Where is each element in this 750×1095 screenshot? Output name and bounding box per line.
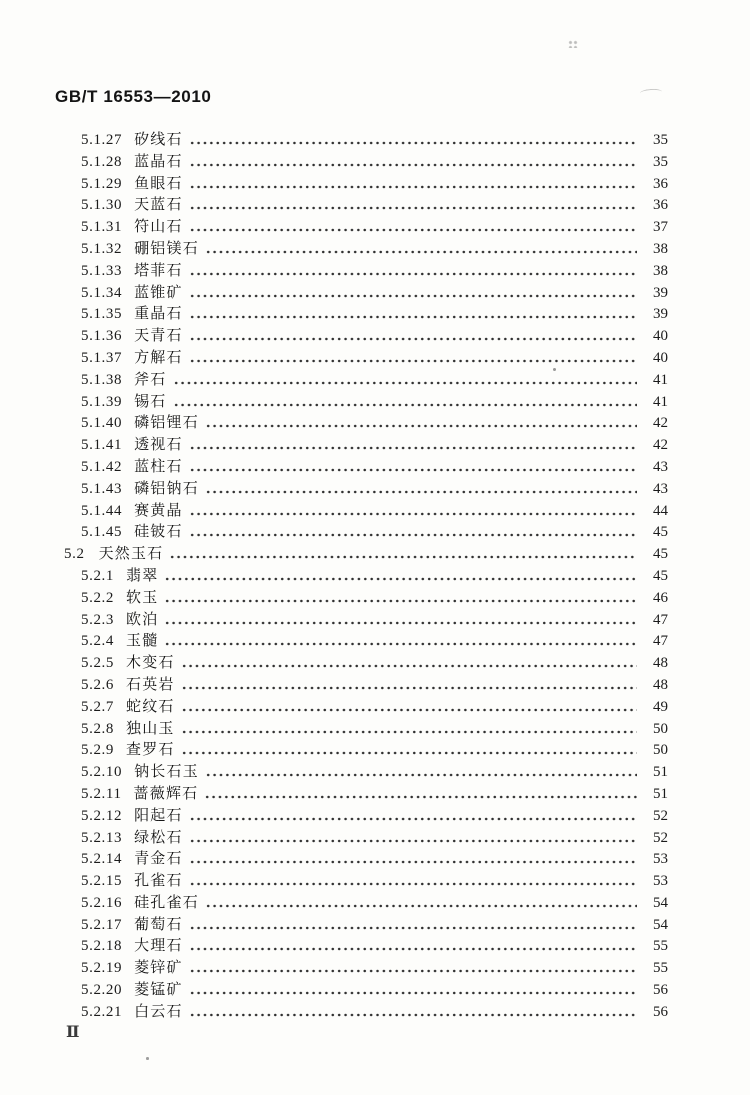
toc-entry-title: 玉髓	[126, 633, 159, 650]
toc-entry-number: 5.2.11	[81, 785, 122, 802]
dot-leader	[189, 217, 637, 239]
toc-entry-title: 矽线石	[134, 132, 183, 148]
toc-entry	[0, 174, 750, 196]
toc-entry-title: 菱锌矿	[134, 960, 183, 977]
toc-entry-title: 绿松石	[134, 829, 183, 846]
toc-entry-page: 40	[653, 328, 668, 345]
toc-entry-number: 5.1.30	[81, 197, 123, 214]
toc-entry-title: 符山石	[134, 219, 183, 236]
toc-entry	[0, 239, 750, 261]
toc-entry	[0, 370, 750, 392]
dot-leader	[169, 544, 637, 566]
dot-leader	[181, 719, 637, 741]
toc-entry-title: 塔菲石	[134, 262, 183, 279]
dot-leader	[189, 174, 637, 196]
toc-entry-title: 透视石	[134, 437, 183, 454]
toc-entry-page: 43	[653, 458, 668, 475]
toc-entry-page: 42	[653, 437, 668, 454]
toc-entry-title: 蛇纹石	[126, 698, 175, 715]
toc-entry	[0, 588, 750, 610]
toc-entry-title: 方解石	[134, 349, 183, 366]
dot-leader	[189, 261, 637, 283]
dot-leader	[189, 958, 637, 980]
toc-entry	[0, 413, 750, 435]
toc-entry-title: 独山玉	[126, 720, 175, 737]
toc-entry-title: 天然玉石	[98, 546, 164, 563]
toc-entry-title: 赛黄晶	[134, 502, 183, 519]
dot-leader	[205, 239, 637, 261]
toc-entry	[0, 828, 750, 850]
dot-leader	[189, 283, 637, 305]
toc-entry-page: 52	[653, 807, 668, 824]
toc-entry-page: 45	[653, 567, 668, 584]
dot-leader	[205, 893, 637, 915]
toc-entry-title: 天青石	[134, 328, 183, 345]
toc-entry-number: 5.1.27	[81, 132, 123, 148]
dot-leader	[189, 195, 637, 217]
toc-entry	[0, 871, 750, 893]
toc-entry-page: 42	[653, 415, 668, 432]
scan-artifact	[568, 40, 578, 48]
toc-entry-title: 磷铝锂石	[134, 415, 199, 432]
toc-entry	[0, 348, 750, 370]
toc-entry-number: 5.1.33	[81, 262, 123, 279]
toc-entry	[0, 392, 750, 414]
toc-entry	[0, 479, 750, 501]
toc-entry-number: 5.1.39	[81, 393, 123, 410]
toc-entry	[0, 915, 750, 937]
toc-entry	[0, 457, 750, 479]
toc-entry	[0, 217, 750, 239]
toc-entry	[0, 784, 750, 806]
toc-entry-number: 5.2.14	[81, 851, 123, 868]
toc-entry-title: 菱锰矿	[134, 982, 183, 999]
toc-entry	[0, 1002, 750, 1024]
toc-entry-title: 大理石	[134, 938, 183, 955]
scan-artifact	[146, 1057, 149, 1060]
toc-entry-page: 50	[653, 720, 668, 737]
dot-leader	[189, 980, 637, 1002]
toc-entry-page: 45	[653, 524, 668, 541]
footer-page-number: Ⅱ	[66, 1024, 81, 1041]
dot-leader	[173, 392, 637, 414]
toc-entry	[0, 653, 750, 675]
toc-entry-number: 5.1.41	[81, 437, 123, 454]
dot-leader	[189, 849, 637, 871]
toc-entry-number: 5.1.29	[81, 175, 123, 192]
dot-leader	[189, 152, 637, 174]
dot-leader	[189, 915, 637, 937]
dot-leader	[189, 348, 637, 370]
toc-entry	[0, 501, 750, 523]
toc-entry-page: 40	[653, 349, 668, 366]
toc-entry	[0, 544, 750, 566]
toc-entry-page: 37	[653, 219, 668, 236]
toc-entry-title: 葡萄石	[134, 916, 183, 933]
toc-entry-number: 5.2.3	[81, 611, 114, 628]
dot-leader	[189, 806, 637, 828]
toc-entry-number: 5.2.16	[81, 894, 123, 911]
toc-entry	[0, 130, 750, 152]
dot-leader	[189, 828, 637, 850]
toc-entry	[0, 893, 750, 915]
dot-leader	[189, 936, 637, 958]
scan-artifact	[640, 88, 662, 97]
toc-entry-title: 重晶石	[134, 306, 183, 323]
toc-entry	[0, 261, 750, 283]
toc-entry	[0, 631, 750, 653]
toc-entry-page: 39	[653, 284, 668, 301]
toc-entry-title: 蓝锥矿	[134, 284, 183, 301]
toc-entry	[0, 980, 750, 1002]
toc-entry-page: 46	[653, 589, 668, 606]
toc-entry	[0, 719, 750, 741]
toc-entry-title: 磷铝钠石	[134, 480, 199, 497]
toc-entry-number: 5.2	[64, 546, 85, 563]
toc-entry-number: 5.1.28	[81, 153, 123, 170]
toc-entry-page: 51	[653, 764, 668, 781]
toc-entry-page: 38	[653, 240, 668, 257]
toc-entry-number: 5.2.6	[81, 676, 114, 693]
toc-entry-number: 5.1.42	[81, 458, 123, 475]
toc-entry-title: 石英岩	[126, 676, 175, 693]
toc-entry-page: 36	[653, 197, 668, 214]
toc-entry-number: 5.1.36	[81, 328, 123, 345]
dot-leader	[189, 304, 637, 326]
toc-entry-page: 44	[653, 502, 668, 519]
toc-entry-page: 52	[653, 829, 668, 846]
toc-entry-number: 5.2.20	[81, 982, 123, 999]
toc-entry-page: 41	[653, 393, 668, 410]
toc-entry	[0, 304, 750, 326]
toc-entry-title: 孔雀石	[134, 873, 183, 890]
toc-entry-page: 47	[653, 633, 668, 650]
toc-entry-number: 5.1.31	[81, 219, 123, 236]
toc-entry-page: 35	[653, 132, 668, 148]
toc-entry-title: 软玉	[126, 589, 159, 606]
toc-entry-title: 锡石	[134, 393, 167, 410]
toc-entry-title: 蓝晶石	[134, 153, 183, 170]
dot-leader	[181, 697, 637, 719]
toc-entry	[0, 566, 750, 588]
dot-leader	[205, 413, 637, 435]
dot-leader	[189, 326, 637, 348]
dot-leader	[164, 588, 637, 610]
dot-leader	[181, 675, 637, 697]
toc-entry-number: 5.2.4	[81, 633, 114, 650]
toc-entry-page: 55	[653, 938, 668, 955]
toc-entry	[0, 610, 750, 632]
toc-entry-title: 天蓝石	[134, 197, 183, 214]
dot-leader	[173, 370, 637, 392]
toc-entry-page: 54	[653, 916, 668, 933]
toc-entry-page: 35	[653, 153, 668, 170]
toc-entry-number: 5.2.9	[81, 742, 114, 759]
toc-entry	[0, 936, 750, 958]
toc-entry-number: 5.2.5	[81, 655, 114, 672]
toc-entry-number: 5.1.37	[81, 349, 123, 366]
toc-entry-page: 50	[653, 742, 668, 759]
dot-leader	[164, 610, 637, 632]
toc-entry	[0, 283, 750, 305]
dot-leader	[204, 784, 637, 806]
toc-entry-number: 5.1.35	[81, 306, 123, 323]
toc-entry-number: 5.1.44	[81, 502, 123, 519]
toc-entry-page: 41	[653, 371, 668, 388]
toc-entry-title: 青金石	[134, 851, 183, 868]
dot-leader	[205, 762, 637, 784]
toc-entry-title: 钠长石玉	[134, 764, 199, 781]
toc-entry-title: 木变石	[126, 655, 175, 672]
toc-entry-title: 硅孔雀石	[134, 894, 199, 911]
toc-entry	[0, 806, 750, 828]
toc-entry-title: 硅铍石	[134, 524, 183, 541]
dot-leader	[189, 871, 637, 893]
toc-entry	[0, 762, 750, 784]
toc-entry	[0, 522, 750, 544]
toc-entry	[0, 152, 750, 174]
toc-entry-number: 5.1.40	[81, 415, 123, 432]
toc-entry-title: 白云石	[134, 1003, 183, 1020]
toc-entry-number: 5.1.45	[81, 524, 123, 541]
toc-entry-number: 5.2.18	[81, 938, 123, 955]
toc-entry-number: 5.1.38	[81, 371, 123, 388]
toc-entry-number: 5.2.13	[81, 829, 123, 846]
dot-leader	[189, 457, 637, 479]
dot-leader	[189, 522, 637, 544]
dot-leader	[189, 501, 637, 523]
toc-entry-page: 43	[653, 480, 668, 497]
toc-entry-number: 5.2.17	[81, 916, 123, 933]
toc-entry-title: 硼铝镁石	[134, 240, 199, 257]
dot-leader	[189, 130, 637, 152]
toc-entry	[0, 435, 750, 457]
toc-entry-number: 5.1.34	[81, 284, 123, 301]
toc-entry-number: 5.1.32	[81, 240, 123, 257]
toc-entry-page: 54	[653, 894, 668, 911]
dot-leader	[164, 566, 637, 588]
dot-leader	[164, 631, 637, 653]
toc-entry-number: 5.2.19	[81, 960, 123, 977]
dot-leader	[205, 479, 637, 501]
toc-entry-number: 5.1.43	[81, 480, 123, 497]
toc-entry-page: 48	[653, 655, 668, 672]
toc-entry-number: 5.2.2	[81, 589, 114, 606]
toc-entry-number: 5.2.12	[81, 807, 123, 824]
toc-entry-page: 48	[653, 676, 668, 693]
toc-entry-title: 蔷薇辉石	[133, 785, 199, 802]
toc-entry-page: 49	[653, 698, 668, 715]
toc-entry-number: 5.2.10	[81, 764, 123, 781]
toc-entry-page: 38	[653, 262, 668, 279]
toc-entry-title: 斧石	[134, 371, 167, 388]
toc-entry-title: 欧泊	[126, 611, 159, 628]
toc-entry	[0, 849, 750, 871]
toc-entry-title: 鱼眼石	[134, 175, 183, 192]
toc-entry-page: 56	[653, 982, 668, 999]
document-standard-number: GB/T 16553—2010	[55, 87, 212, 106]
toc-entry-number: 5.2.8	[81, 720, 114, 737]
dot-leader	[181, 653, 637, 675]
toc-entry-page: 53	[653, 873, 668, 890]
toc-entry-page: 51	[653, 785, 668, 802]
toc-entry	[0, 326, 750, 348]
toc-entry-number: 5.2.1	[81, 567, 114, 584]
dot-leader	[181, 740, 637, 762]
toc-entry	[0, 697, 750, 719]
toc-entry-page: 47	[653, 611, 668, 628]
toc-entry	[0, 958, 750, 980]
toc-entry-number: 5.2.15	[81, 873, 123, 890]
toc-entry-title: 阳起石	[134, 807, 183, 824]
toc-entry-title: 蓝柱石	[134, 458, 183, 475]
toc-list	[0, 130, 750, 1024]
dot-leader	[189, 435, 637, 457]
toc-entry-page: 36	[653, 175, 668, 192]
toc-entry	[0, 740, 750, 762]
toc-entry-page: 56	[653, 1003, 668, 1020]
toc-entry-number: 5.2.7	[81, 698, 114, 715]
toc-entry	[0, 195, 750, 217]
toc-entry-page: 45	[653, 546, 668, 563]
toc-entry-title: 查罗石	[126, 742, 175, 759]
toc-entry-title: 翡翠	[126, 567, 159, 584]
dot-leader	[189, 1002, 637, 1024]
toc-entry-page: 39	[653, 306, 668, 323]
toc-entry-number: 5.2.21	[81, 1003, 123, 1020]
toc-entry	[0, 675, 750, 697]
toc-entry-page: 55	[653, 960, 668, 977]
toc-entry-page: 53	[653, 851, 668, 868]
